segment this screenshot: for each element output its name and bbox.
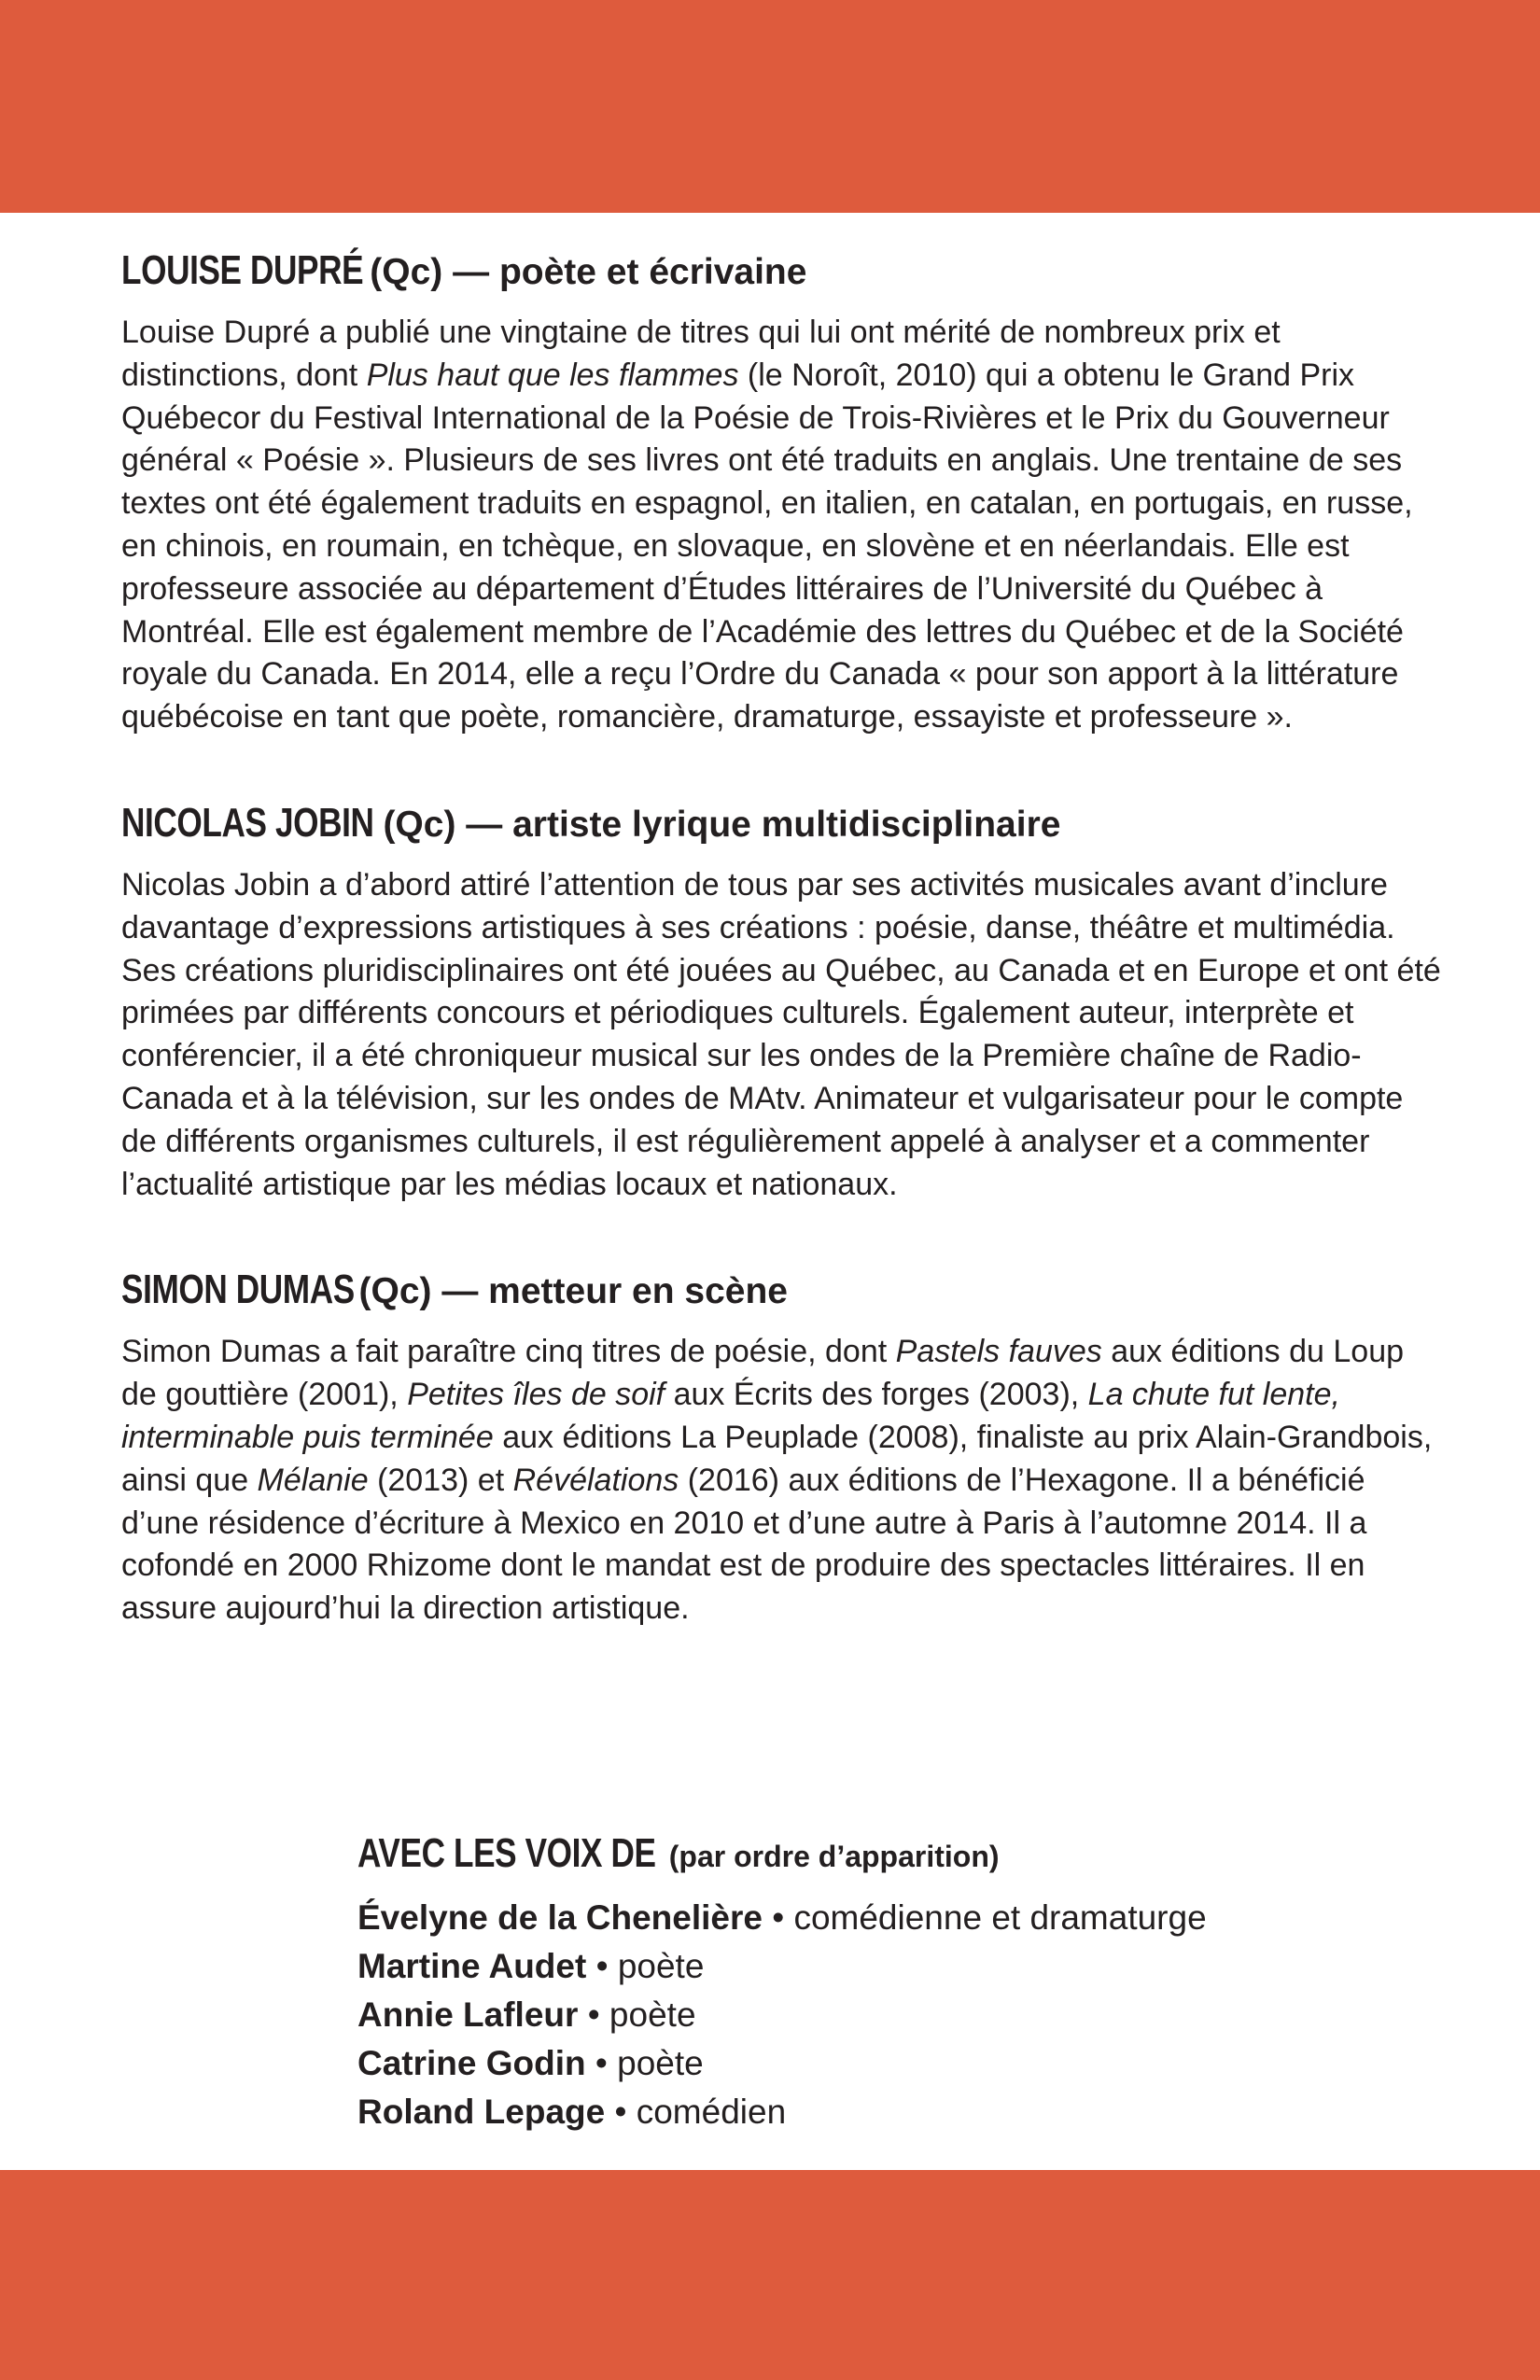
voice-name: Roland Lepage [357,2093,606,2131]
bio-name: LOUISE DUPRÉ [121,247,364,293]
bio-subtitle: (Qc) — metteur en scène [358,1271,788,1312]
bio-text-segment: (2013) et [368,1462,513,1498]
bio-title-italic: Mélanie [257,1462,369,1498]
bio-text [121,312,1447,739]
bio-title-italic: La chute fut lente, interminable puis terminée [121,1377,1340,1455]
voice-role: • comédienne et dramaturge [772,1898,1207,1937]
bio-text-segment: aux Écrits des forges (2003), [665,1377,1088,1413]
voice-name: Catrine Godin [357,2044,586,2082]
bio-louise-dupre [121,245,1447,739]
bio-text-segment: Louise Dupré a publié une vingtaine de titres qui lui ont mérité de nombreux prix et distinctions, dont [121,315,1281,393]
bio-title-italic: Plus haut que les flammes [366,357,739,393]
bio-title-italic: Petites îles de soif [407,1377,665,1413]
list-item [357,1942,1384,1991]
list-item [357,2039,1384,2088]
bio-subtitle: (Qc) — poète et écrivaine [370,252,807,292]
bio-title-italic: Pastels fauves [895,1334,1102,1370]
bio-name: SIMON DUMAS [121,1267,355,1313]
list-item [357,1894,1384,1942]
voices-heading [357,1827,1384,1883]
bio-text [121,864,1447,1206]
bio-text [121,1331,1447,1631]
bio-heading [121,797,1447,851]
bio-heading [121,1264,1447,1318]
voices-section [357,1827,1384,2136]
bio-title-italic: Révélations [512,1462,679,1498]
bio-nicolas-jobin [121,797,1447,1206]
voice-name: Évelyne de la Chenelière [357,1898,763,1937]
bio-text-segment: (2016) aux éditions de l’Hexagone. Il a bénéficié d’une résidence d’écriture à Mexico en 2010 et d’une autre à Paris à l’automne 2014. Il a cofondé en 2000 Rhizome dont le mandat est de produire des spectacles littéraires. Il en assure aujourd’hui la direction artistique. [121,1462,1367,1627]
bio-name: NICOLAS JOBIN [121,799,374,846]
bio-text-segment: aux éditions du Loup de gouttière (2001), [121,1334,1405,1413]
voice-role: • poète [595,2044,704,2082]
voice-role: • comédien [614,2093,787,2131]
bio-text-segment: aux éditions La Peuplade (2008), finaliste au prix Alain-Grandbois, ainsi que [121,1419,1433,1498]
bio-simon-dumas [121,1264,1447,1631]
list-item [357,1991,1384,2039]
bio-section [121,245,1447,1688]
voice-role: • poète [595,1947,705,1985]
bio-heading [121,245,1447,299]
voice-role: • poète [587,1995,696,2034]
list-item [357,2088,1384,2136]
bio-text-segment: (le Noroît, 2010) qui a obtenu le Grand Prix Québecor du Festival International de la Poésie de Trois-Rivières et le Prix du Gouverneur général « Poésie ». Plusieurs de ses livres ont été traduits en anglais. Une trentaine de ses textes ont été également traduits en espagnol, en italien, en catalan, en portugais, en russe, en chinois, en roumain, en tchèque, en slovaque, en slovène et en néerlandais. Elle est professeure associée au département d’Études littéraires de l’Université du Québec à Montréal. Elle est également membre de l’Académie des lettres du Québec et de la Société royale du Canada. En 2014, elle a reçu l’Ordre du Canada « pour son apport à la littérature québécoise en tant que poète, romancière, dramaturge, essayiste et professeure ». [121,357,1413,735]
bio-text-segment: Simon Dumas a fait paraître cinq titres de poésie, dont [121,1334,896,1370]
voices-subtitle: (par ordre d’apparition) [668,1840,1000,1873]
voices-list [357,1894,1384,2136]
top-color-band [0,0,1540,213]
bio-subtitle: (Qc) — artiste lyrique multidisciplinaire [383,804,1061,845]
voice-name: Annie Lafleur [357,1995,579,2034]
bio-text-segment: Nicolas Jobin a d’abord attiré l’attention de tous par ses activités musicales avant d’inclure davantage d’expressions artistiques à ses créations : poésie, danse, théâtre et multimédia. Ses créations pluridisciplinaires ont été jouées au Québec, au Canada et en Europe et ont été primées par différents concours et périodiques culturels. Également auteur, interprète et conférencier, il a été chroniqueur musical sur les ondes de la Première chaîne de Radio-Canada et à la télévision, sur les ondes de MAtv. Animateur et vulgarisateur pour le compte de différents organismes culturels, il est régulièrement appelé à analyser et a commenter l’actualité artistique par les médias locaux et nationaux. [121,866,1441,1202]
voice-name: Martine Audet [357,1947,587,1985]
voices-title: AVEC LES VOIX DE [357,1830,656,1876]
bottom-color-band [0,2170,1540,2380]
